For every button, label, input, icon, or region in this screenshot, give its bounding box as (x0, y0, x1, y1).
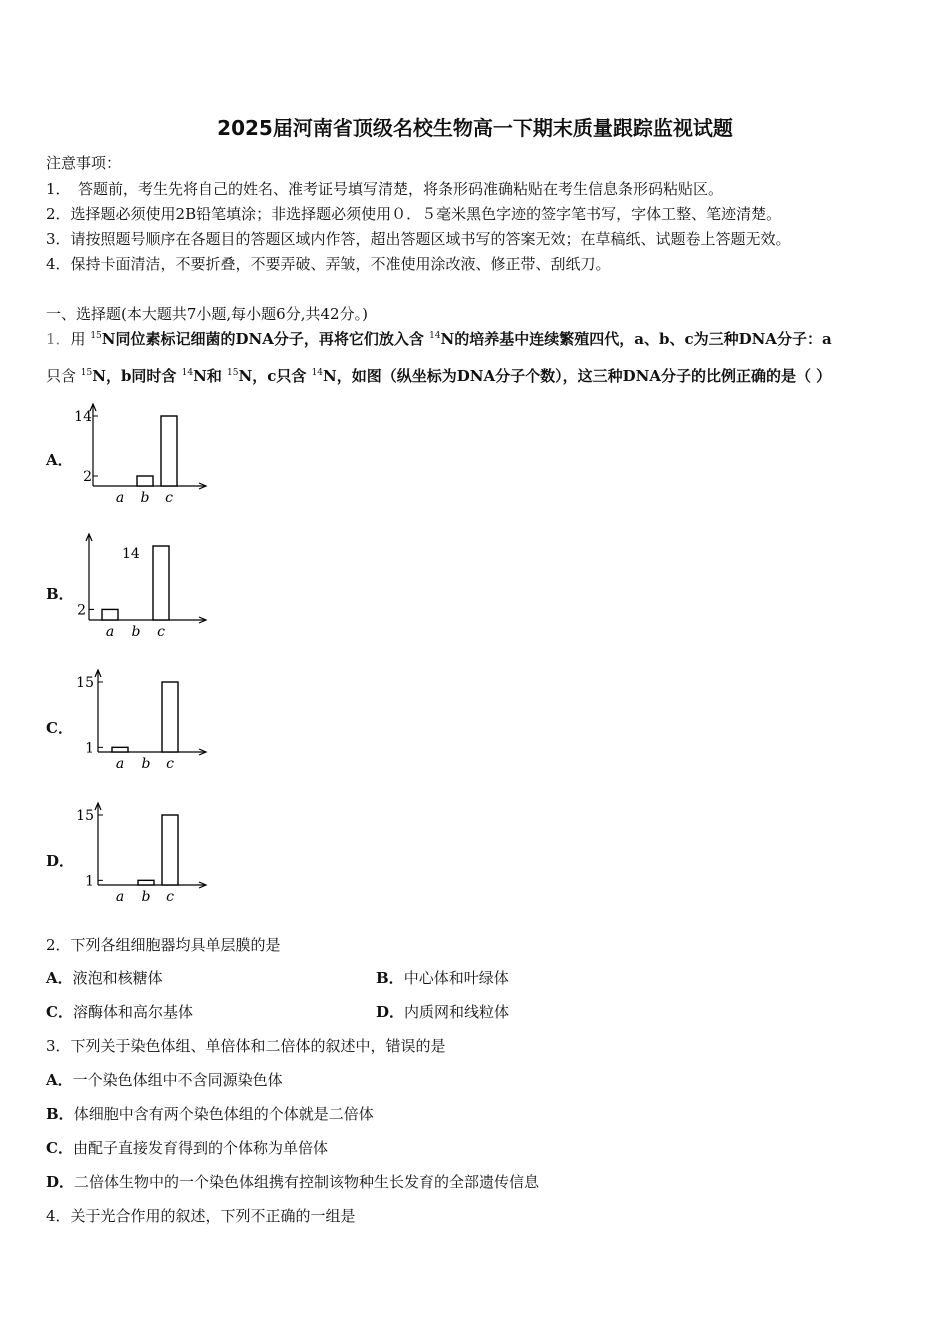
q2-option-a[interactable]: A．液泡和核糖体 (46, 969, 163, 987)
x-tick-label: a (115, 490, 125, 506)
x-tick-label: a (115, 756, 125, 772)
bar-c (162, 815, 178, 885)
x-tick-label: c (157, 624, 165, 640)
section-heading: 一、选择题(本大题共7小题,每小题6分,共42分。) (46, 305, 368, 323)
question-2-stem: 2．下列各组细胞器均具单层膜的是 (46, 936, 281, 954)
q2-option-c[interactable]: C．溶酶体和高尔基体 (46, 1003, 193, 1021)
y-tick-label: 2 (83, 469, 92, 485)
chart-option-c (70, 665, 220, 775)
bar-b (138, 880, 154, 885)
q3-option-c[interactable]: C．由配子直接发育得到的个体称为单倍体 (46, 1139, 328, 1157)
chart-option-a (70, 398, 220, 508)
chart-option-d (70, 797, 220, 907)
q3-option-b[interactable]: B．体细胞中含有两个染色体组的个体就是二倍体 (46, 1105, 374, 1123)
question-4-stem: 4．关于光合作用的叙述，下列不正确的一组是 (46, 1207, 356, 1225)
option-d-label[interactable]: D． (46, 852, 75, 870)
bar-b (137, 476, 153, 486)
x-tick-label: c (166, 889, 174, 905)
y-tick-label: 1 (85, 873, 94, 890)
x-tick-label: b (141, 889, 151, 905)
y-tick-label: 14 (122, 546, 140, 562)
q3-option-d[interactable]: D．二倍体生物中的一个染色体组携有控制该物种生长发育的全部遗传信息 (46, 1173, 540, 1191)
notice-item-4: 4．保持卡面清洁，不要折叠，不要弄破、弄皱，不准使用涂改液、修正带、刮纸刀。 (46, 255, 611, 273)
y-tick-label: 2 (77, 602, 86, 619)
option-c-label[interactable]: C． (46, 719, 73, 737)
x-tick-label: c (165, 490, 173, 506)
question-1-line-2: 只含 $^{15}$N，b同时含 $^{14}$N和 $^{15}$N，c只含 $^{14}$N，如图（纵坐标为DNA分子个数），这三种DNA分子的比例正确的是（ ） (46, 367, 832, 385)
bar-c (161, 416, 177, 486)
bar-c (162, 682, 178, 752)
y-tick-label: 15 (76, 675, 94, 691)
option-b-label[interactable]: B． (46, 585, 74, 603)
bar-a (102, 609, 118, 620)
q2-option-d[interactable]: D．内质网和线粒体 (376, 1003, 510, 1021)
bar-a (112, 747, 128, 752)
question-3-stem: 3．下列关于染色体组、单倍体和二倍体的叙述中，错误的是 (46, 1037, 446, 1055)
y-tick-label: 15 (76, 808, 94, 824)
q2-option-b[interactable]: B．中心体和叶绿体 (376, 969, 509, 987)
notice-heading: 注意事项： (46, 154, 122, 172)
notice-item-1: 1． 答题前，考生先将自己的姓名、准考证号填写清楚，将条形码准确粘贴在考生信息条形码粘贴区。 (46, 180, 724, 198)
option-a-label[interactable]: A． (46, 451, 73, 469)
y-tick-label: 14 (74, 409, 92, 425)
page-title: 2025届河南省顶级名校生物高一下期末质量跟踪监视试题 (217, 116, 733, 140)
x-tick-label: c (166, 756, 174, 772)
x-tick-label: b (141, 756, 151, 772)
x-tick-label: a (105, 624, 115, 640)
y-tick-label: 1 (85, 740, 94, 757)
notice-item-2: 2．选择题必须使用2B铅笔填涂；非选择题必须使用０．５毫米黑色字迹的签字笔书写，字体工整、笔迹清楚。 (46, 205, 782, 223)
question-1-line-1: 1．用 $^{15}$N同位素标记细菌的DNA分子，再将它们放入含 $^{14}$N的培养基中连续繁殖四代，a、b、c为三种DNA分子：a (46, 330, 832, 348)
q3-option-a[interactable]: A．一个染色体组中不含同源染色体 (46, 1071, 283, 1089)
x-tick-label: b (131, 624, 141, 640)
bar-c (153, 546, 169, 620)
chart-option-b (70, 530, 220, 642)
notice-item-3: 3．请按照题号顺序在各题目的答题区域内作答，超出答题区域书写的答案无效；在草稿纸、试题卷上答题无效。 (46, 230, 791, 248)
question-number: 1． (46, 330, 71, 348)
x-tick-label: a (115, 889, 125, 905)
x-tick-label: b (140, 490, 150, 506)
